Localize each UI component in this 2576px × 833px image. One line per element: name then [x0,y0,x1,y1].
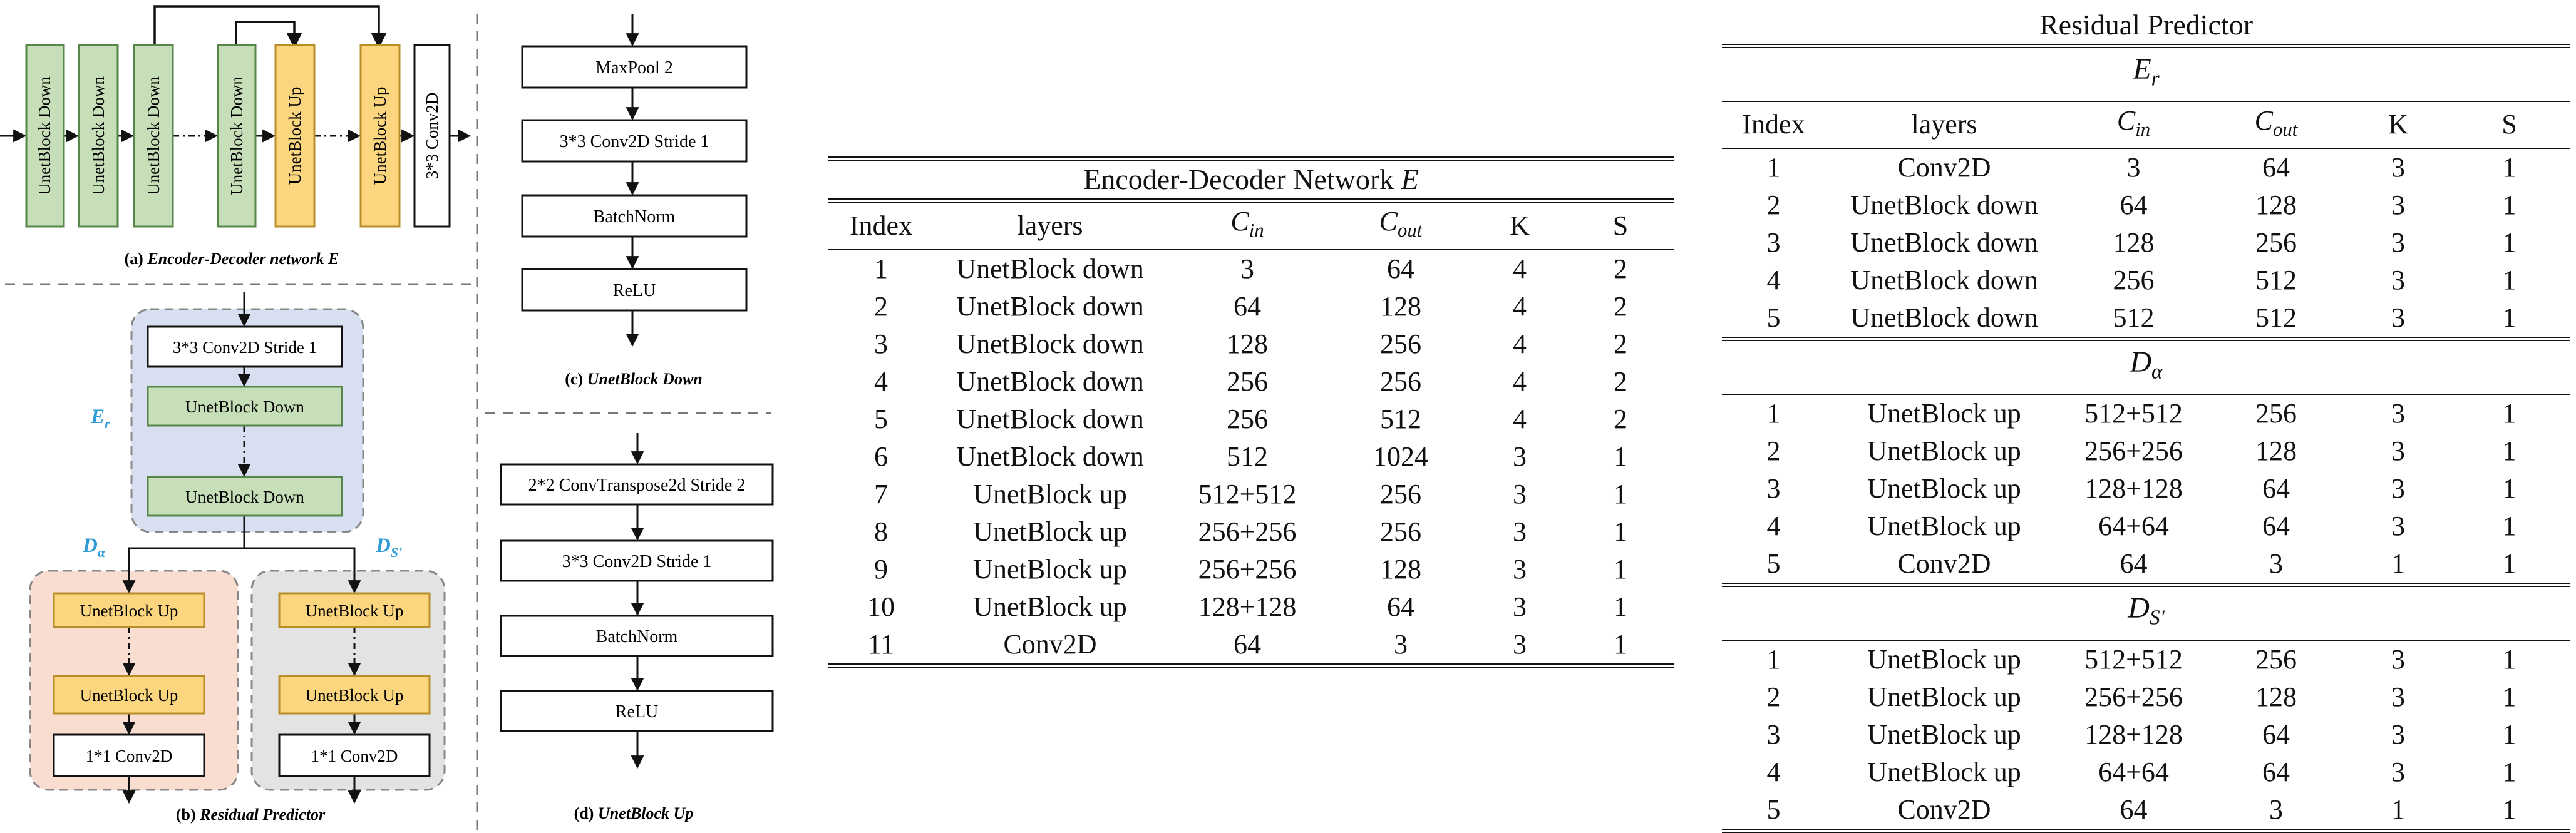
er-label: $E_r$ [91,406,110,431]
cell-cin: 128+128 [1198,591,1297,622]
cell-k: 3 [1513,553,1527,585]
cell-cin: 256+256 [1198,516,1297,547]
cell-cin: 64 [2063,791,2204,831]
col-cin-header: $C_{in}$ [1166,201,1329,250]
panel-a-block-1-label: UnetBlock Down [35,76,54,195]
residual-table-row [1722,754,2570,791]
cell-layers: UnetBlock up [973,553,1127,585]
cell-cin: 512+512 [2084,643,2183,675]
cell-layers: UnetBlock up [1867,681,2021,712]
cell-index: 1 [874,253,888,284]
cell-k: 3 [2391,435,2405,466]
col-s-header: S [2448,101,2570,149]
panel-a-block-4-label: UnetBlock Down [227,76,246,195]
residual-table-row [1722,299,2570,339]
panel-c-block-4-label: ReLU [612,281,656,300]
encoder-table-row [828,626,1674,666]
cell-s: 2 [1614,290,1627,322]
da-block-2-label: UnetBlock Up [80,686,178,705]
panel-a-block-1 [26,45,64,227]
architecture-diagram [0,0,814,831]
panel-c-block-1-label: MaxPool 2 [595,58,673,78]
cell-index: 2 [1766,190,1781,221]
panel-a-caption: (a) Encoder-Decoder network E [124,250,339,268]
da-block-3-label: 1*1 Conv2D [85,747,173,765]
cell-s: 1 [2502,265,2517,296]
cell-s: 2 [1614,403,1627,434]
cell-index: 11 [828,626,934,666]
cell-k: 3 [2348,299,2448,339]
cell-s: 2 [1614,328,1627,359]
cell-index: 5 [874,403,888,434]
er-block-2-label: UnetBlock Down [185,397,304,416]
cell-s: 1 [2502,227,2517,258]
cell-k: 3 [1513,478,1527,509]
er-block-3-label: UnetBlock Down [185,488,304,506]
col-layers-header: layers [1825,101,2063,149]
ds-block-1-label: UnetBlock Up [305,601,404,620]
ds-block-2-label: UnetBlock Up [305,686,404,705]
cell-cout: 256 [1380,365,1421,397]
panel-d-block-4-label: ReLU [615,702,659,722]
cell-k: 4 [1513,290,1527,322]
cell-layers: UnetBlock up [1867,397,2021,429]
cell-layers: Conv2D [934,626,1166,666]
cell-k: 1 [2348,545,2448,585]
cell-index: 5 [1722,791,1825,831]
panel-a-block-6 [361,45,399,227]
cell-layers: UnetBlock down [1825,299,2063,339]
cell-layers: Conv2D [1897,152,1991,183]
panel-a-block-3 [134,45,173,227]
col-s-header: S [1567,201,1674,250]
cell-cin: 128 [1227,328,1268,359]
panel-a-block-7-label: 3*3 Conv2D [423,92,441,180]
cell-s: 2 [1614,365,1627,397]
cell-k: 3 [2391,643,2405,675]
cell-k: 3 [2391,681,2405,712]
cell-cout: 128 [2255,681,2297,712]
cell-k: 3 [2391,510,2405,541]
cell-cout: 256 [2255,397,2297,429]
panel-c-block-2 [522,120,746,161]
col-cout-header: $C_{out}$ [1329,201,1473,250]
panel-b-caption: (b) Residual Predictor [175,805,326,824]
cell-cout: 128 [1380,290,1421,322]
col-cout-header: $C_{out}$ [2204,101,2348,149]
residual-table-row [1722,224,2570,262]
cell-k: 4 [1513,328,1527,359]
da-label: $D_\alpha$ [83,534,106,560]
cell-k: 4 [1513,365,1527,397]
cell-s: 1 [1567,626,1674,666]
col-cin-header: $C_{in}$ [2063,101,2204,149]
er-block-1 [148,327,342,367]
cell-k: 4 [1513,403,1527,434]
cell-s: 1 [2502,190,2517,221]
cell-index: 2 [1766,681,1781,712]
cell-cin: 512+512 [1198,478,1297,509]
cell-cin: 64 [1234,290,1261,322]
cell-index: 2 [874,290,888,322]
encoder-table-row [828,363,1674,401]
residual-section-symbol: $D_{S'}$ [1722,585,2570,640]
cell-index: 6 [874,441,888,472]
cell-layers: Conv2D [1825,545,2063,585]
cell-s: 1 [1614,591,1627,622]
panel-d-block-3 [501,616,773,656]
cell-index: 3 [1766,473,1781,504]
col-k-header: K [2348,101,2448,149]
residual-table-row [1722,716,2570,754]
cell-cout: 64 [2262,152,2290,183]
cell-s: 1 [1614,478,1627,509]
panel-d-block-4 [501,691,773,731]
cell-s: 1 [2502,718,2517,750]
cell-layers: UnetBlock down [956,253,1144,284]
panel-d-block-1 [501,464,773,504]
cell-cin: 64 [2063,545,2204,585]
residual-table-header [1722,101,2570,149]
cell-layers: UnetBlock down [956,290,1144,322]
cell-cout: 3 [2204,545,2348,585]
encoder-decoder-table [828,156,1674,668]
cell-layers: UnetBlock up [973,516,1127,547]
cell-cin: 256+256 [1198,553,1297,585]
er-block-1-label: 3*3 Conv2D Stride 1 [172,338,317,357]
encoder-table-row [828,250,1674,288]
cell-layers: UnetBlock up [1867,473,2021,504]
col-k-header: K [1473,201,1567,250]
cell-layers: UnetBlock down [1850,227,2038,258]
cell-index: 4 [1766,265,1781,296]
panel-c [522,14,746,388]
cell-cin: 128+128 [2084,473,2183,504]
cell-index: 7 [874,478,888,509]
panel-a-block-2-label: UnetBlock Down [89,76,108,195]
cell-k: 3 [2391,756,2405,787]
cell-layers: UnetBlock down [956,328,1144,359]
cell-index: 1 [1766,397,1781,429]
panel-a-block-2 [79,45,118,227]
cell-s: 1 [2502,681,2517,712]
cell-cin: 256+256 [2084,435,2183,466]
cell-k: 4 [1513,253,1527,284]
cell-cout: 128 [2255,190,2297,221]
encoder-table-title: Encoder-Decoder Network E [828,159,1674,201]
cell-layers: UnetBlock up [973,591,1127,622]
cell-layers: UnetBlock up [1867,435,2021,466]
da-block-1-label: UnetBlock Up [80,601,178,620]
cell-s: 1 [2448,299,2570,339]
cell-s: 1 [2502,397,2517,429]
cell-cout: 64 [1387,591,1414,622]
panel-c-block-3-label: BatchNorm [593,207,676,227]
cell-cin: 64 [1166,626,1329,666]
cell-cout: 128 [1380,553,1421,585]
cell-index: 3 [1766,227,1781,258]
cell-cout: 1024 [1373,441,1428,472]
cell-index: 8 [874,516,888,547]
panel-c-caption: (c) UnetBlock Down [565,370,703,388]
cell-index: 3 [874,328,888,359]
da-block-1 [54,593,204,627]
cell-layers: UnetBlock down [956,403,1144,434]
panel-a-block-5-label: UnetBlock Up [286,86,304,185]
cell-cout: 64 [2262,756,2290,787]
cell-cout: 64 [2262,473,2290,504]
cell-layers: Conv2D [1825,791,2063,831]
encoder-table-row [828,325,1674,363]
cell-layers: UnetBlock up [973,478,1127,509]
cell-cin: 512 [1227,441,1268,472]
cell-index: 4 [1766,510,1781,541]
residual-section-symbol: $D_\alpha$ [1722,339,2570,394]
cell-cout: 64 [2262,510,2290,541]
residual-table-row [1722,148,2570,187]
panel-a-block-6-label: UnetBlock Up [371,86,389,185]
cell-layers: UnetBlock down [956,365,1144,397]
panel-a-block-7 [415,45,450,227]
residual-section-header [1722,585,2570,640]
cell-cout: 3 [1329,626,1473,666]
panel-a-block-4 [218,45,255,227]
cell-cin: 3 [2126,152,2141,183]
cell-cin: 256 [2113,265,2155,296]
cell-s: 1 [1614,516,1627,547]
residual-table-row [1722,545,2570,585]
panel-d-block-2-label: 3*3 Conv2D Stride 1 [562,552,712,571]
panel-c-block-4 [522,269,746,310]
cell-index: 5 [1722,299,1825,339]
residual-table-title: Residual Predictor [1722,6,2570,46]
encoder-table-row [828,551,1674,588]
encoder-table-row [828,438,1674,476]
cell-layers: UnetBlock up [1867,756,2021,787]
cell-index: 9 [874,553,888,585]
cell-cout: 256 [2255,643,2297,675]
cell-layers: UnetBlock down [1850,190,2038,221]
cell-index: 4 [874,365,888,397]
da-block-3 [54,735,204,776]
cell-cin: 256 [1227,365,1268,397]
cell-k: 3 [2391,718,2405,750]
panel-c-block-1 [522,46,746,88]
cell-cin: 512+512 [2084,397,2183,429]
cell-cout: 64 [1387,253,1414,284]
ds-block-3-label: 1*1 Conv2D [311,747,398,765]
residual-table-row [1722,678,2570,716]
cell-layers: UnetBlock up [1867,510,2021,541]
cell-layers: UnetBlock up [1867,718,2021,750]
cell-s: 1 [2502,152,2517,183]
cell-cin: 512 [2063,299,2204,339]
residual-table-row [1722,262,2570,299]
cell-index: 10 [867,591,895,622]
cell-layers: UnetBlock up [1867,643,2021,675]
residual-table-row [1722,432,2570,470]
cell-cin: 128+128 [2084,718,2183,750]
residual-table-row [1722,187,2570,224]
panel-d-block-3-label: BatchNorm [595,627,678,646]
cell-cout: 256 [1380,328,1421,359]
cell-cout: 512 [2204,299,2348,339]
residual-section-symbol: $E_r$ [1722,46,2570,101]
cell-k: 3 [2391,473,2405,504]
cell-index: 2 [1766,435,1781,466]
cell-cout: 256 [1380,478,1421,509]
cell-s: 1 [1614,553,1627,585]
panel-c-block-3 [522,195,746,237]
cell-cin: 64+64 [2098,510,2169,541]
residual-section-header [1722,46,2570,101]
cell-cin: 64+64 [2098,756,2169,787]
cell-k: 3 [2391,152,2405,183]
encoder-table-row [828,401,1674,438]
cell-k: 3 [2391,265,2405,296]
encoder-table-row [828,588,1674,626]
cell-cout: 256 [1380,516,1421,547]
er-block-3 [148,477,342,516]
panel-a [0,6,470,268]
cell-cout: 512 [1380,403,1421,434]
cell-k: 3 [1513,516,1527,547]
residual-table-row [1722,640,2570,678]
cell-k: 3 [2391,227,2405,258]
panel-c-block-2-label: 3*3 Conv2D Stride 1 [559,132,709,151]
cell-k: 3 [1513,591,1527,622]
cell-index: 4 [1766,756,1781,787]
cell-layers: UnetBlock down [1850,265,2038,296]
col-layers-header: layers [934,201,1166,250]
cell-index: 5 [1722,545,1825,585]
cell-cout: 256 [2255,227,2297,258]
encoder-table-row [828,513,1674,551]
cell-k: 3 [1513,441,1527,472]
cell-s: 1 [2502,510,2517,541]
cell-s: 1 [2502,435,2517,466]
cell-cout: 512 [2255,265,2297,296]
col-index-header: Index [828,201,934,250]
cell-s: 1 [2502,473,2517,504]
cell-cin: 256 [1227,403,1268,434]
panel-b [30,292,445,824]
cell-index: 1 [1766,643,1781,675]
cell-k: 1 [2348,791,2448,831]
cell-cin: 256+256 [2084,681,2183,712]
col-index-header: Index [1722,101,1825,149]
cell-k: 3 [2391,190,2405,221]
panel-a-block-5 [276,45,314,227]
cell-s: 1 [2448,545,2570,585]
encoder-table-row [828,288,1674,325]
residual-predictor-table [1722,6,2570,833]
ds-label: $D_{S'}$ [376,534,403,560]
ds-block-1 [279,593,430,627]
cell-s: 1 [2502,756,2517,787]
residual-table-row [1722,394,2570,432]
cell-layers: UnetBlock down [956,441,1144,472]
ds-block-3 [279,735,430,776]
panel-d-block-1-label: 2*2 ConvTranspose2d Stride 2 [528,476,746,495]
ds-block-2 [279,676,430,713]
cell-s: 2 [1614,253,1627,284]
panel-a-block-3-label: UnetBlock Down [144,76,163,195]
er-block-2 [148,387,342,426]
encoder-table-row [828,476,1674,513]
cell-k: 3 [1473,626,1567,666]
cell-s: 1 [2502,643,2517,675]
cell-cout: 128 [2255,435,2297,466]
cell-s: 1 [2448,791,2570,831]
cell-k: 3 [2391,397,2405,429]
cell-cin: 3 [1240,253,1254,284]
cell-index: 1 [1766,152,1781,183]
cell-cin: 128 [2113,227,2155,258]
panel-d-caption: (d) UnetBlock Up [574,804,694,822]
encoder-table-header [828,201,1674,250]
residual-table-row [1722,508,2570,545]
panel-d-block-2 [501,541,773,581]
residual-section-header [1722,339,2570,394]
residual-table-row [1722,791,2570,831]
panel-d [501,433,773,822]
cell-cin: 64 [2120,190,2148,221]
cell-s: 1 [1614,441,1627,472]
residual-table-row [1722,470,2570,508]
cell-cout: 3 [2204,791,2348,831]
cell-cout: 64 [2262,718,2290,750]
da-block-2 [54,676,204,713]
cell-index: 3 [1766,718,1781,750]
